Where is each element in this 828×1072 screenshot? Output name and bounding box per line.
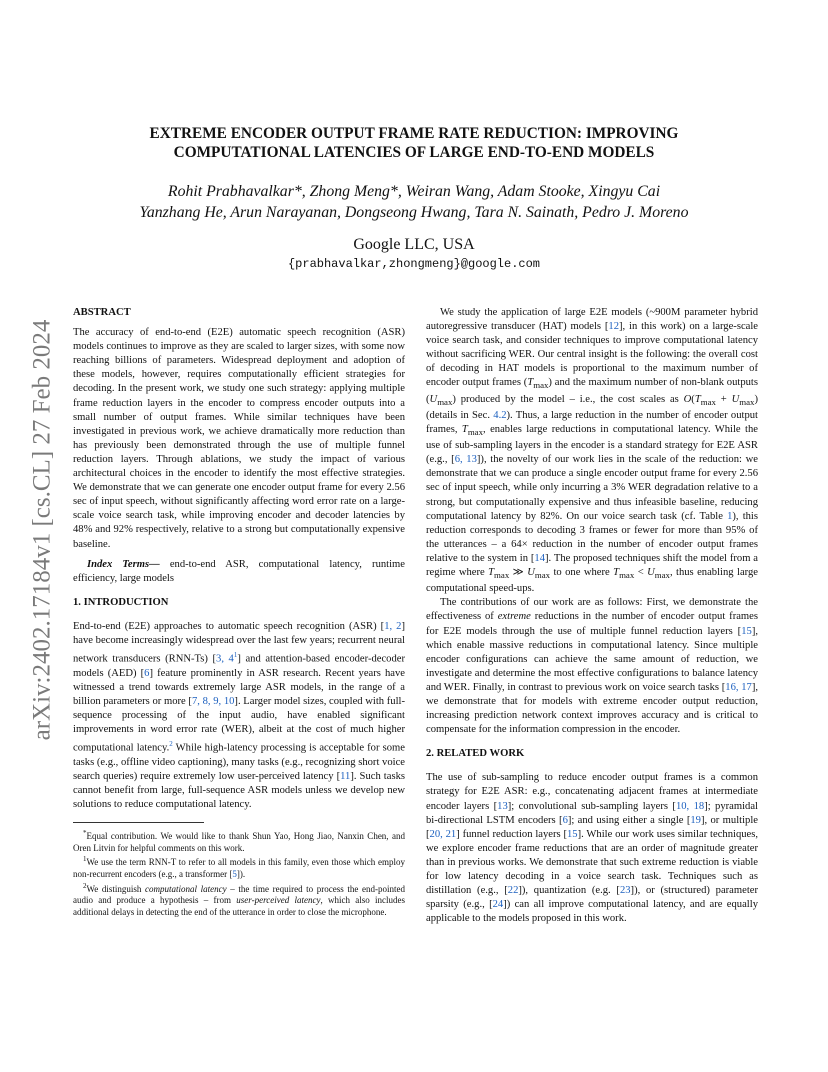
citation-link[interactable]: 4.2 <box>493 409 507 421</box>
index-terms-text: end-to-end ASR, computational latency, runtime efficiency, large models <box>73 558 405 584</box>
footnote-marker[interactable]: 1 <box>233 651 238 660</box>
footnote-2: $^2$We distinguish computational latency – the time required to process the end-pointed audio and produce a hypothesis – from user-perceived latency, which also includes additional delays in detecting the end of the utterance in order to close the microphone. <box>73 881 406 917</box>
citation-link[interactable]: 3, 4 <box>216 653 234 665</box>
intro-heading: 1. INTRODUCTION <box>73 596 169 608</box>
index-terms-label: Index Terms— <box>87 558 160 570</box>
citation-link[interactable]: 15 <box>741 625 752 637</box>
study-paragraph: We study the application of large E2E models (~900M parameter hybrid autoregressive transducer (HAT) models [12], in this work) on a large-scale voice search task, and consider techniques to improve computational latency without sacrificing WER. Our central insight is the following: the overall cost of decoding in HAT models is proportional to the maximum number of encoder output frames $(T_{max})$ and the maximum number of non-blank outputs $(U_{max})$ produced by the model – i.e., the cost scales as $O(T_{max} + U_{max})$ (details in Sec. 4.2). Thus, a large reduction in the number of encoder output frames, $T_{max}$, enables large reductions in computational latency. While the use of sub-sampling layers in the encoder is a standard strategy for E2E ASR (e.g., [6, 13]), the novelty of our work lies in the scale of the reduction: we demonstrate that we can produce a single encoder output frame for every 2.56 sec of input speech, while only incurring a 3% WER degradation relative to a strong, but computationally expensive and thus infeasible baseline, reducing computational latency by 82%. On our voice search task (cf. Table 1), this reduction corresponds to decoding 3 frames or fewer for more than 95% of the utterances – a 64× reduction in the number of encoder output frames relative to the system in [14]. The proposed techniques shift the model from a regime where $T_{max}$ ≫ $U_{max}$ to one where $T_{max} < U_{max}$, thus enabling large computational speed-ups. <box>426 307 759 595</box>
footnote-divider <box>73 822 204 823</box>
footnote-1: $^1$We use the term RNN-T to refer to all models in this family, even those which employ non-recurrent encoders (e.g., a transformer [5]). <box>73 855 405 879</box>
abstract-heading: ABSTRACT <box>73 307 131 318</box>
author-email: {prabhavalkar,zhongmeng}@google.com <box>287 257 541 271</box>
citation-link[interactable]: 14 <box>534 552 546 564</box>
citation-link[interactable]: 20, 21 <box>429 828 457 840</box>
citation-link[interactable]: 6, 13 <box>454 454 477 466</box>
related-work-paragraph: The use of sub-sampling to reduce encoder output frames is a common strategy for E2E ASR: e.g., concatenating adjacent frames at intermediate encoder layers [13]; convolutional sub-sampling layers [10, 18]; pyramidal bi-directional LSTM encoders [6]; and using either a single [19], or multiple [20, 21] funnel reduction layers [15]. While our work uses similar techniques, we explore encoder frame reductions that are an order of magnitude greater than in previous works. We demonstrate that such extreme reduction is viable for low latency decoding in a voice search task. Techniques such as distillation (e.g., [22]), quantization (e.g. [23]), or (structured) parameter sparsity (e.g., [24]) can all improve computational latency, and are equally applicable to the models proposed in this work. <box>426 772 759 925</box>
footnote-marker[interactable]: 2 <box>169 740 173 749</box>
title-line-2: COMPUTATIONAL LATENCIES OF LARGE END-TO-END MODELS <box>173 144 655 161</box>
related-work-heading: 2. RELATED WORK <box>426 748 525 760</box>
right-column <box>426 306 758 926</box>
footnote-equal-contribution: *Equal contribution. We would like to thank Shun Yao, Hong Jiao, Nanxin Chen, and Oren Litvin for helpful comments on this work. <box>73 829 405 853</box>
citation-link[interactable]: 22 <box>507 885 519 897</box>
citation-link[interactable]: 16, 17 <box>725 681 752 693</box>
citation-link[interactable]: 12 <box>608 321 620 333</box>
authors-line-2: Yanzhang He, Arun Narayanan, Dongseong Hwang, Tara N. Sainath, Pedro J. Moreno <box>139 204 689 221</box>
citation-link[interactable]: 1, 2 <box>384 620 402 632</box>
citation-link[interactable]: 15 <box>567 828 578 840</box>
citation-link[interactable]: 19 <box>690 814 701 826</box>
index-terms <box>73 558 405 586</box>
paper-title <box>60 124 768 162</box>
citation-link[interactable]: 13 <box>497 800 508 812</box>
abstract-body: The accuracy of end-to-end (E2E) automatic speech recognition (ASR) models continues to improve as they are scaled to larger sizes, with some now reaching billions of parameters. Widespread deployment and adoption of these models, however, requires computationally efficient strategies for decoding. In the present work, we study one such strategy: applying multiple frame reduction layers in the encoder to compress encoder outputs into a small number of output frames. While similar techniques have been investigated in previous work, we achieve dramatically more reduction than has previously been demonstrated through the use of multiple funnel reduction layers. Through ablations, we study the impact of various architectural choices in the encoder to identify the most effective strategies. We demonstrate that we can generate one encoder output frame for every 2.56 sec of input speech, without significantly affecting word error rate on a large-scale voice search task, while improving encoder and decoder latencies by 48% and 92% respectively, relative to a strong but computationally expensive baseline. <box>73 327 405 550</box>
title-line-1: EXTREME ENCODER OUTPUT FRAME RATE REDUCTION: IMPROVING <box>149 125 679 142</box>
citation-link[interactable]: 23 <box>619 885 631 897</box>
citation-link[interactable]: 1 <box>727 510 733 522</box>
affiliation: Google LLC, USA <box>353 236 475 253</box>
left-column <box>73 306 405 918</box>
arxiv-id: arXiv:2402.17184v1 [cs.CL] 27 Feb 2024 <box>28 319 56 741</box>
citation-link[interactable]: 6 <box>562 814 568 826</box>
citation-link[interactable]: 5 <box>232 868 237 879</box>
paper-authors <box>60 181 768 223</box>
authors-line-1: Rohit Prabhavalkar*, Zhong Meng*, Weiran Wang, Adam Stooke, Xingyu Cai <box>167 183 661 200</box>
intro-paragraph: End-to-end (E2E) approaches to automatic speech recognition (ASR) [1, 2] have become increasingly widespread over the last few years; recurrent neural network transducers (RNN-Ts) [3, 4$^1$] and attention-based encoder-decoder models (AED) [6] feature prominently in ASR research. Recent years have witnessed a trend towards extremely large ASR models, in the range of a billion parameters or more [7, 8, 9, 10]. Larger model sizes, coupled with full-sequence processing of the input audio, have enabled significant improvements in word error rate (WER), albeit at the cost of much higher computational latency.$^2$ While high-latency processing is acceptable for some tasks (e.g., offline video captioning), many tasks (e.g., recognizing short voice search queries) require extremely low user-perceived latency [11]. Such tasks cannot benefit from large, full-sequence ASR models unless we develop new solutions to reduce computational latency. <box>73 620 406 811</box>
arxiv-sidebar <box>22 300 62 760</box>
contributions-paragraph: The contributions of our work are as follows: First, we demonstrate the effectiveness of extreme reductions in the number of encoder output frames for E2E models through the use of multiple funnel reduction layers [15], which enable massive reductions in computational latency. Since multiple encoder configurations can achieve the same amount of reduction, we investigate and determine the most effective configurations to balance latency and WER. Finally, in contrast to previous work on voice search tasks [16, 17], we demonstrate that for models with extreme encoder output reduction, increasing prediction network context improves accuracy and is critical to compensate for the information compression in the encoder. <box>426 597 759 736</box>
citation-link[interactable]: 10, 18 <box>675 800 705 812</box>
citation-link[interactable]: 11 <box>340 770 351 782</box>
citation-link[interactable]: 24 <box>492 899 504 911</box>
citation-link[interactable]: 7, 8, 9, 10 <box>191 695 235 707</box>
citation-link[interactable]: 6 <box>144 667 150 679</box>
